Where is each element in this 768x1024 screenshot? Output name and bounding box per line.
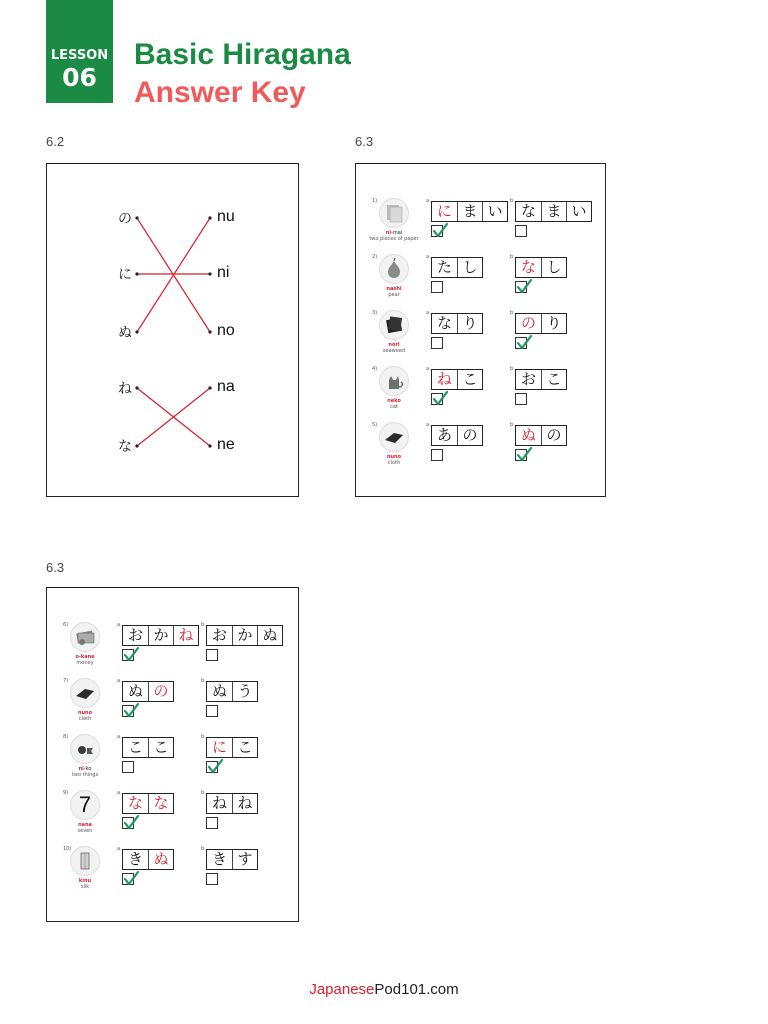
choice-letter: a. [117,678,122,684]
checkmark-icon [516,334,532,350]
kana-cell: お [211,626,227,644]
choice-b [510,198,590,244]
kana-cell: あ [436,426,452,444]
choice-letter: b. [510,198,515,204]
matching-panel [46,163,299,497]
choice-panel-2 [46,587,299,922]
choice-a [426,254,506,300]
kana-cell: し [457,258,482,277]
picture-caption [55,878,115,890]
choice-a [426,366,506,412]
answer-boxes [515,425,567,446]
question-picture [379,422,409,452]
question-row [356,420,605,476]
choice-letter: b. [201,678,206,684]
choice-a [117,734,197,780]
choice-letter: a. [426,198,431,204]
match-dot [208,330,211,333]
answer-checkbox[interactable] [206,705,218,717]
kana-cell: ね [436,370,452,388]
question-picture [379,310,409,340]
choice-a [117,846,197,892]
picture-caption [364,230,424,242]
question-row [47,620,298,676]
answer-boxes [122,849,174,870]
answer-boxes [515,201,592,222]
kana-cell: ぬ [257,626,282,645]
choice-b [510,310,590,356]
picture-caption [55,822,115,834]
answer-boxes [122,793,174,814]
question-picture [70,678,100,708]
match-dot [208,272,211,275]
pear-icon [382,257,406,281]
choice-letter: b. [201,790,206,796]
romaji-right: ni [217,264,230,281]
answer-checkbox[interactable] [515,225,527,237]
answer-lines [47,164,299,497]
caption-romaji-rest: -ko [83,766,92,772]
question-number: 2) [372,254,378,260]
kana-cell: ね [173,626,198,645]
kana-cell: ね [211,794,227,812]
choice-b [201,622,281,668]
picture-caption [55,710,115,722]
answer-boxes [431,425,483,446]
answer-checkbox[interactable] [122,649,134,661]
choice-b [201,678,281,724]
kana-left: ね [118,381,132,397]
kana-left: な [118,439,132,455]
caption-english: two pieces of paper [369,236,419,242]
kana-cell: な [520,258,536,276]
question-number: 1) [372,198,378,204]
picture-caption [364,342,424,354]
question-picture [70,790,100,820]
answer-checkbox[interactable] [515,337,527,349]
kana-cell: う [232,682,257,701]
kana-cell: の [148,682,173,701]
choice-letter: a. [426,422,431,428]
kana-cell: の [457,426,482,445]
picture-caption [364,398,424,410]
picture-caption [55,654,115,666]
kana-cell: か [232,626,257,645]
answer-checkbox[interactable] [431,337,443,349]
choice-letter: a. [426,254,431,260]
kana-cell: ね [232,794,257,813]
caption-romaji-highlight: kinu [78,878,92,884]
page-title: Basic Hiragana [134,38,351,71]
answer-boxes [122,625,199,646]
footer-brand [0,981,768,998]
caption-english: two things [71,772,99,778]
kana-cell: な [127,794,143,812]
match-dot [208,444,211,447]
answer-boxes [122,681,174,702]
checkmark-icon [432,222,448,238]
choice-letter: a. [117,846,122,852]
kana-cell: ぬ [520,426,536,444]
kana-cell: ぬ [148,850,173,869]
answer-boxes [515,369,567,390]
checkmark-icon [516,446,532,462]
choice-letter: b. [201,622,206,628]
romaji-right: ne [217,436,235,453]
kana-left: ぬ [118,325,132,341]
choice-b [201,734,281,780]
answer-boxes [206,849,258,870]
page-subtitle: Answer Key [134,76,306,109]
answer-boxes [515,257,567,278]
section-label-6-3-b: 6.3 [46,560,65,575]
choice-letter: b. [510,310,515,316]
kana-cell: に [436,202,452,220]
answer-boxes [431,369,483,390]
romaji-right: nu [217,208,235,225]
caption-romaji-highlight: nuno [77,710,93,716]
choice-a [117,678,197,724]
kana-cell: の [520,314,536,332]
caption-romaji-highlight: neko [387,398,401,404]
question-picture [70,734,100,764]
answer-checkbox[interactable] [206,761,218,773]
kana-cell: に [211,738,227,756]
answer-checkbox[interactable] [206,817,218,829]
choice-a [426,310,506,356]
section-label-6-3-a: 6.3 [355,134,374,149]
kana-cell: た [436,258,452,276]
kana-cell: お [520,370,536,388]
question-picture [379,366,409,396]
answer-checkbox[interactable] [431,281,443,293]
answer-boxes [206,681,258,702]
choice-letter: b. [201,846,206,852]
caption-romaji-rest: -mai [391,230,403,236]
question-row [47,676,298,732]
question-row [356,196,605,252]
kana-cell: り [457,314,482,333]
kana-cell: こ [127,738,143,756]
kana-cell: か [148,626,173,645]
cat-icon [382,369,406,393]
answer-boxes [431,257,483,278]
romaji-right: no [217,322,235,339]
choice-letter: b. [510,366,515,372]
romaji-right: na [217,378,235,395]
choice-letter: a. [117,734,122,740]
choice-b [201,846,281,892]
answer-boxes [515,313,567,334]
lesson-number: 06 [62,63,97,92]
kana-cell: き [211,850,227,868]
answer-checkbox[interactable] [206,649,218,661]
choice-letter: b. [201,734,206,740]
choice-letter: a. [117,622,122,628]
match-dot [208,386,211,389]
question-picture [379,254,409,284]
question-row [47,788,298,844]
caption-romaji-highlight: nuno [386,454,402,460]
question-number: 8) [63,734,69,740]
seven-icon: 7 [78,792,92,817]
caption-romaji-highlight: o-kane [75,654,95,660]
caption-romaji-highlight: ni [78,766,84,772]
kana-cell: こ [148,738,173,757]
question-row [47,732,298,788]
picture-caption [364,286,424,298]
two-things-icon [73,737,97,761]
choice-letter: a. [426,310,431,316]
caption-english: money [76,660,94,666]
choice-a [426,198,506,244]
kana-cell: な [520,202,536,220]
match-dot [135,386,138,389]
answer-checkbox[interactable] [515,281,527,293]
match-dot [135,272,138,275]
kana-cell: い [566,202,591,221]
paper-icon [382,201,406,225]
answer-checkbox[interactable] [515,449,527,461]
money-icon [73,625,97,649]
answer-checkbox[interactable] [122,705,134,717]
footer-brand-rest: Pod101.com [374,981,459,998]
checkmark-icon [123,646,139,662]
checkmark-icon [516,278,532,294]
choice-letter: a. [426,366,431,372]
caption-romaji-highlight: nori [388,342,400,348]
answer-boxes [431,201,508,222]
answer-checkbox[interactable] [122,817,134,829]
question-row [47,844,298,900]
answer-boxes [431,313,483,334]
kana-cell: の [541,426,566,445]
picture-caption [55,766,115,778]
caption-english: cloth [387,460,401,466]
answer-boxes [206,625,283,646]
kana-cell: こ [541,370,566,389]
checkmark-icon [123,814,139,830]
caption-romaji-highlight: nashi [386,286,402,292]
question-number: 4) [372,366,378,372]
seaweed-icon [382,313,406,337]
answer-checkbox[interactable] [431,449,443,461]
answer-boxes [122,737,174,758]
caption-english: silk [80,884,90,890]
match-dot [208,216,211,219]
caption-english: seaweed [382,348,406,354]
kana-cell: こ [457,370,482,389]
kana-cell: ぬ [211,682,227,700]
kana-cell: ま [457,202,482,221]
caption-english: pear [388,292,400,298]
caption-english: cat [390,404,398,410]
question-picture [70,846,100,876]
answer-checkbox[interactable] [122,761,134,773]
caption-romaji-highlight: nana [78,822,92,828]
choice-panel-1 [355,163,606,497]
question-number: 10) [63,846,72,852]
kana-cell: お [127,626,143,644]
kana-cell: り [541,314,566,333]
checkmark-icon [432,390,448,406]
kana-cell: な [436,314,452,332]
answer-checkbox[interactable] [206,873,218,885]
match-dot [135,216,138,219]
answer-boxes [206,737,258,758]
picture-caption [364,454,424,466]
checkmark-icon [123,702,139,718]
choice-letter: b. [510,254,515,260]
question-picture [379,198,409,228]
question-row [356,252,605,308]
choice-letter: b. [510,422,515,428]
choice-b [510,366,590,412]
question-number: 3) [372,310,378,316]
choice-a [117,790,197,836]
match-dot [135,444,138,447]
choice-letter: a. [117,790,122,796]
choice-b [510,422,590,468]
kana-cell: す [232,850,257,869]
lesson-badge [46,0,113,103]
cloth-icon [382,425,406,449]
caption-romaji-highlight: ni [385,230,392,236]
footer-brand-red: Japanese [309,981,375,998]
match-dot [135,330,138,333]
kana-left: に [118,267,132,283]
answer-checkbox[interactable] [431,393,443,405]
question-number: 7) [63,678,69,684]
kana-cell: ま [541,202,566,221]
cloth-icon [73,681,97,705]
checkmark-icon [123,870,139,886]
question-number: 6) [63,622,69,628]
silk-icon [73,849,97,873]
kana-cell: こ [232,738,257,757]
choice-b [201,790,281,836]
caption-english: cloth [78,716,92,722]
question-row [356,364,605,420]
kana-cell: ぬ [127,682,143,700]
choice-a [117,622,197,668]
caption-english: seven [77,828,93,834]
answer-checkbox[interactable] [515,393,527,405]
section-label-6-2: 6.2 [46,134,65,149]
kana-left: の [118,211,132,227]
answer-checkbox[interactable] [122,873,134,885]
question-number: 9) [63,790,69,796]
kana-cell: な [148,794,173,813]
kana-cell: し [541,258,566,277]
checkmark-icon [207,758,223,774]
choice-b [510,254,590,300]
lesson-word: LESSON [50,48,109,63]
kana-cell: き [127,850,143,868]
answer-boxes [206,793,258,814]
question-picture [70,622,100,652]
kana-cell: い [482,202,507,221]
question-row [356,308,605,364]
question-number: 5) [372,422,378,428]
answer-checkbox[interactable] [431,225,443,237]
choice-a [426,422,506,468]
